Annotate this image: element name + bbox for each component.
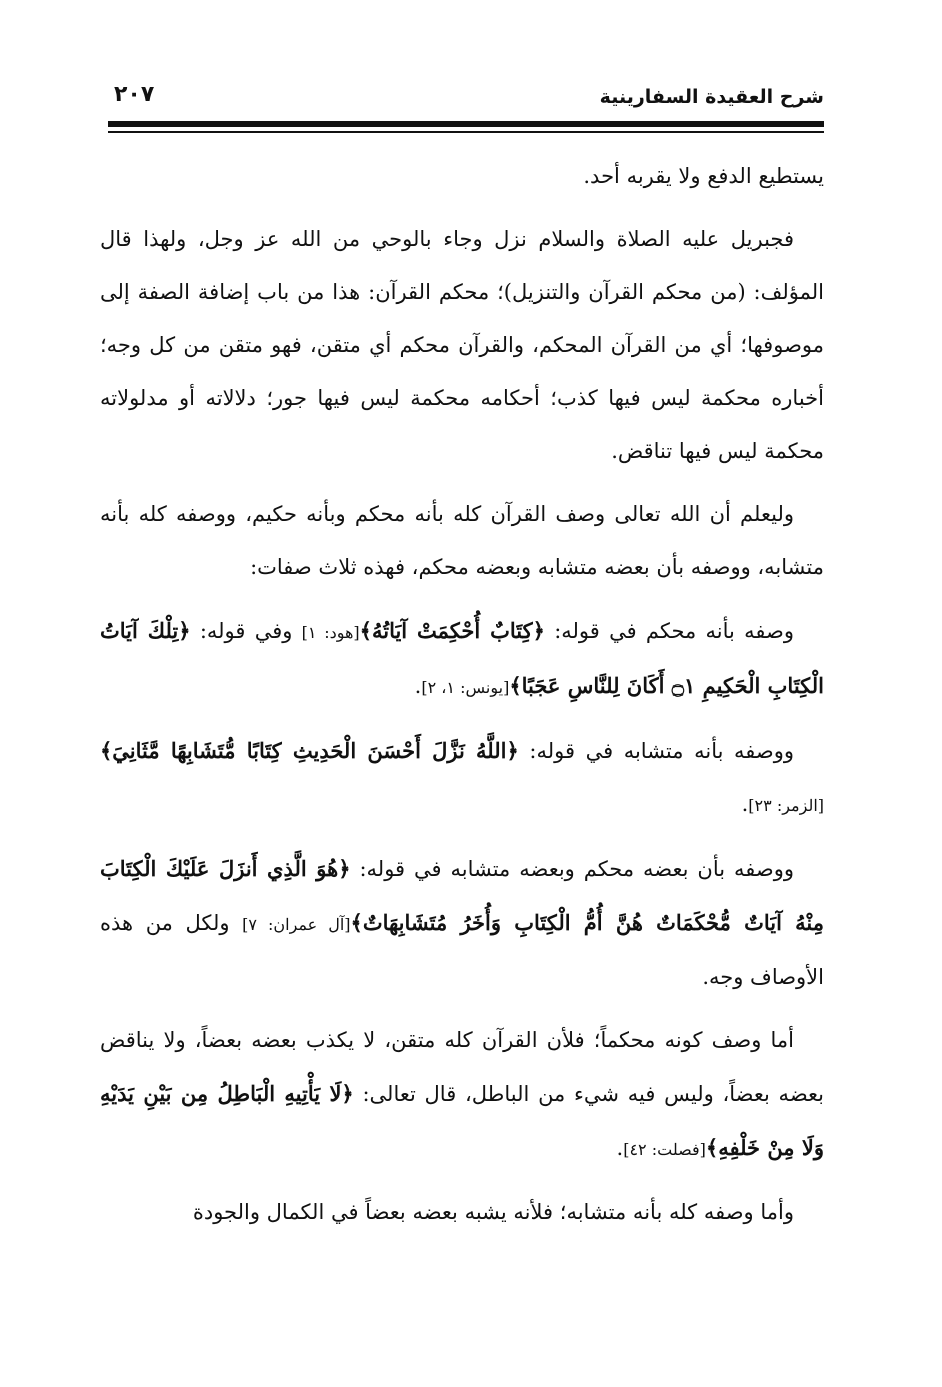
- paragraph-text: ووصفه بأن بعضه محكم وبعضه متشابه في قوله:: [350, 857, 794, 881]
- paragraph-text: .: [741, 792, 749, 816]
- quran-verse: ﴿كِتَابٌ أُحْكِمَتْ آيَاتُهُ﴾: [359, 618, 545, 643]
- verse-reference: [آل عمران: ٧]: [242, 915, 351, 934]
- header-rule-thin: [108, 131, 824, 133]
- quran-verse: ﴿لَا يَأْتِيهِ الْبَاطِلُ مِن بَيْنِ يَدَيْهِ وَلَا مِنْ خَلْفِهِ﴾: [100, 1081, 824, 1160]
- quran-verse: ﴿هُوَ الَّذِي أَنزَلَ عَلَيْكَ الْكِتَابَ مِنْهُ آيَاتٌ مُّحْكَمَاتٌ هُنَّ أُمُّ الْكِتَابِ وَأُخَرُ مُتَشَابِهَاتٌ﴾: [100, 856, 824, 935]
- paragraph: [100, 1186, 824, 1239]
- paragraph: [100, 488, 824, 594]
- header-rule-thick: [108, 121, 824, 127]
- quran-verse: ﴿تِلْكَ آيَاتُ الْكِتَابِ الْحَكِيمِ ۝١ أَكَانَ لِلنَّاسِ عَجَبًا﴾: [100, 618, 824, 698]
- paragraph: [100, 724, 824, 832]
- paragraph-text: ووصفه بأنه متشابه في قوله:: [518, 739, 795, 763]
- page-number: ٢٠٧: [114, 82, 155, 107]
- paragraph-text: وصفه بأنه محكم في قوله:: [544, 619, 795, 643]
- paragraph-text: وفي قوله:: [190, 619, 302, 643]
- quran-verse: ﴿اللَّهُ نَزَّلَ أَحْسَنَ الْحَدِيثِ كِتَابًا مُّتَشَابِهًا مَّثَانِيَ﴾: [100, 738, 519, 763]
- paragraph: [100, 604, 824, 714]
- paragraph-text: .: [414, 674, 422, 698]
- verse-reference: [هود: ١]: [301, 623, 360, 642]
- paragraph-text: ولكل من هذه الأوصاف وجه.: [100, 911, 824, 989]
- verse-reference: [فصلت: ٤٢]: [623, 1140, 706, 1159]
- verse-reference: [يونس: ١، ٢]: [421, 678, 510, 697]
- running-header: [108, 78, 824, 118]
- paragraph-text: أما وصف كونه محكماً؛ فلأن القرآن كله متقن، لا يكذب بعضه بعضاً، ولا يناقض بعضه بعضاً، وليس فيه شيء من الباطل، قال تعالى:: [100, 1028, 824, 1106]
- header-title: شرح العقيدة السفارينية: [599, 86, 824, 108]
- paragraph-text: وأما وصفه كله بأنه متشابه؛ فلأنه يشبه بعضه بعضاً في الكمال والجودة: [192, 1200, 794, 1224]
- paragraph-text: وليعلم أن الله تعالى وصف القرآن كله بأنه محكم وبأنه حكيم، ووصفه كله بأنه متشابه، ووصفه بأن بعضه متشابه وبعضه محكم، فهذه ثلاث صفات:: [100, 502, 824, 579]
- paragraph-text: .: [616, 1136, 624, 1160]
- paragraph: [100, 213, 824, 478]
- paragraph-text: يستطيع الدفع ولا يقربه أحد.: [583, 164, 824, 188]
- paragraph: [100, 842, 824, 1004]
- body-text: [100, 150, 824, 1249]
- paragraph: [100, 150, 824, 203]
- verse-reference: [الزمر: ٢٣]: [748, 796, 824, 815]
- paragraph: [100, 1014, 824, 1176]
- paragraph-text: فجبريل عليه الصلاة والسلام نزل وجاء بالوحي من الله عز وجل، ولهذا قال المؤلف: (من محكم القرآن والتنزيل)؛ محكم القرآن: هذا من باب إضافة الصفة إلى موصوفها؛ أي من القرآن المحكم، والقرآن محكم أي متقن، فهو متقن من كل وجه؛ أخباره محكمة ليس فيها كذب؛ أحكامه محكمة ليس فيها جور؛ دلالاته أو مدلولاته محكمة ليس فيها تناقض.: [100, 227, 824, 463]
